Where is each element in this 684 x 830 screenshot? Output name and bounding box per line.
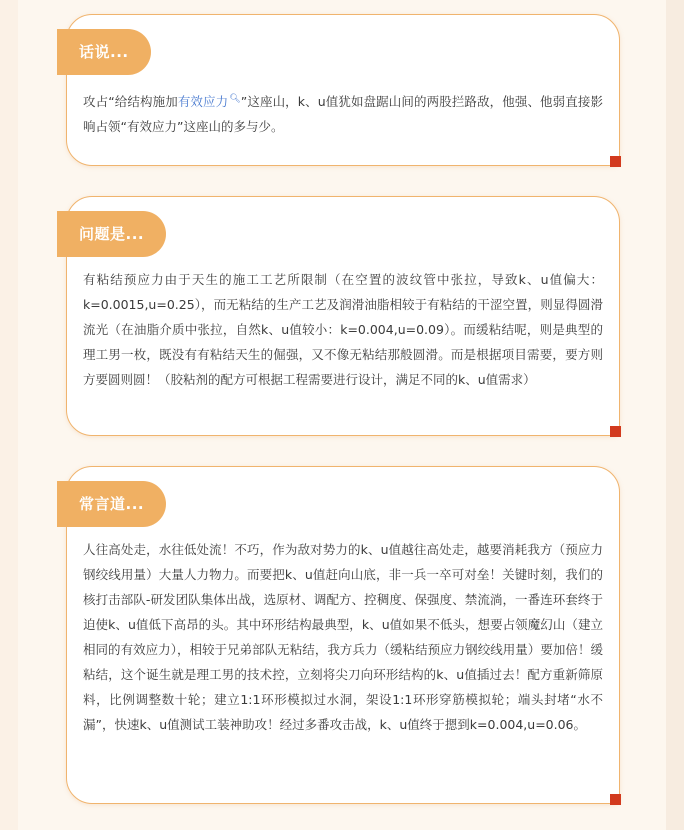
section-text: 人往高处走，水往低处流！不巧，作为敌对势力的k、u值越往高处走，越要消耗我方（预应力钢绞线用量）大量人力物力。而要把k、u值赶向山底，非一兵一卒可对垒！关键时刻，我们的核打击部队-研发团队集体出战，选原材、调配方、控稠度、保强度、禁流淌，一番连环套终于迫使k、u值低下高昂的头。其中环形结构最典型，k、u值如果不低头，想要占领魔幻山（建立相同的有效应力），相较于兄弟部队无粘结，我方兵力（缓粘结预应力钢绞线用量）要加倍！缓粘结，这个诞生就是理工男的技术控，立刻将尖刀向环形结构的k、u值插过去！配方重新筛原料，比例调整数十轮；建立1:1环形模拟过水洞，架设1:1环形穿筋模拟轮；端头封堵“水不漏”，快速k、u值测试工装神助攻！经过多番攻击战，k、u值终于摁到k=0.004,u=0.06。 <box>83 542 603 732</box>
section-card-1 <box>66 14 620 166</box>
section-tag: 常言道... <box>57 481 166 527</box>
text-after: ”这座山，k、u值犹如盘踞山间的两股拦路敌，他强、他弱直接影响占领“有效应力”这座山的多与少。 <box>83 94 603 135</box>
corner-mark <box>610 794 621 805</box>
section-text: 有粘结预应力由于天生的施工工艺所限制（在空置的波纹管中张拉，导致k、u值偏大：k=0.0015,u=0.25），而无粘结的生产工艺及润滑油脂相较于有粘结的干涩空置，则显得圆滑流光（在油脂介质中张拉，自然k、u值较小：k=0.004,u=0.09）。而缓粘结呢，则是典型的理工男一枚，既没有有粘结天生的倔强，又不像无粘结那般圆滑。而是根据项目需要，要方则方要圆则圆！（胶粘剂的配方可根据工程需要进行设计，满足不同的k、u值需求） <box>83 272 603 387</box>
keyword-link[interactable]: 有效应力 <box>177 94 229 110</box>
section-tag: 问题是... <box>57 211 166 257</box>
corner-mark <box>610 426 621 437</box>
side-strip <box>666 0 684 830</box>
section-card-3 <box>66 466 620 804</box>
section-tag: 话说... <box>57 29 151 75</box>
corner-mark <box>610 156 621 167</box>
section-card-2 <box>66 196 620 436</box>
search-icon[interactable]: 🔍︎ <box>229 94 241 104</box>
section-text <box>83 87 603 139</box>
text-before: 攻占“给结构施加 <box>83 94 178 110</box>
